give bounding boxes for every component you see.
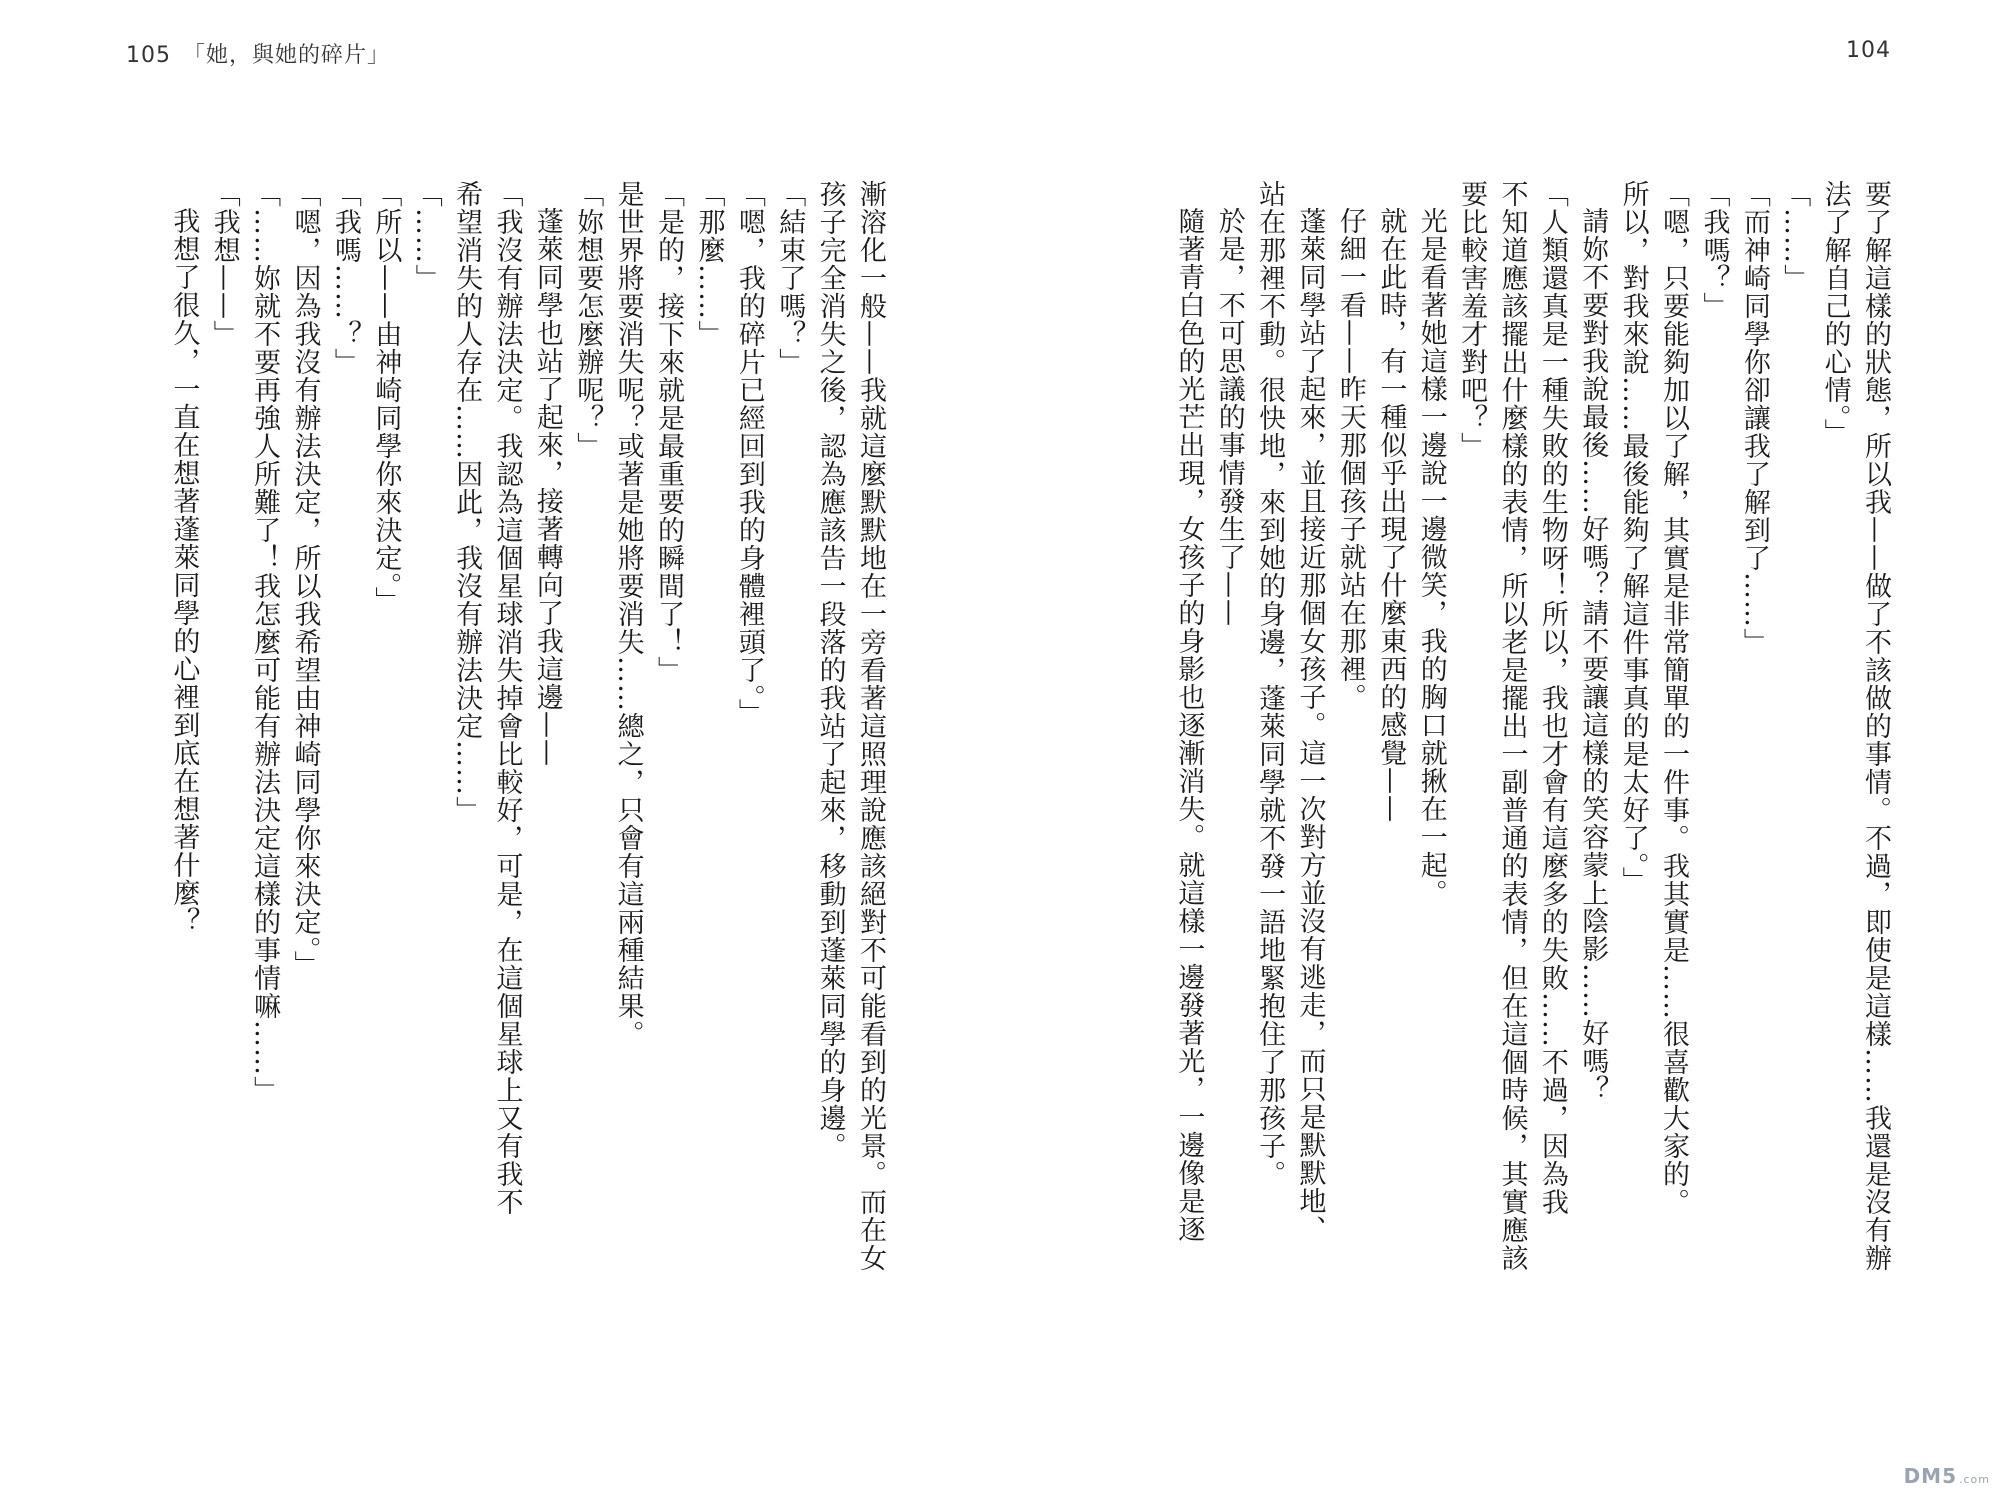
text-line: 不知道應該擺出什麼樣的表情，所以老是擺出一副普通的表情，但在這個時候，其實應該	[1496, 180, 1528, 1272]
text-line: 「結束了嗎？」	[774, 180, 806, 376]
text-line: 「那麼……」	[693, 180, 725, 348]
text-line: 站在那裡不動。很快地，來到她的身邊，蓬萊同學就不發一語地緊抱住了那孩子。	[1254, 180, 1286, 1188]
text-line: 「嗯，因為我沒有辦法決定，所以我希望由神崎同學你來決定。」	[289, 180, 321, 979]
text-line: 所以，對我來說……最後能夠了解這件事真的是太好了。」	[1617, 180, 1649, 895]
text-line: 「……」	[410, 180, 442, 292]
right-page-text	[1125, 180, 1895, 1380]
text-line: 我想了很久，一直在想著蓬萊同學的心裡到底在想著什麼？	[168, 207, 200, 935]
text-line: 「人類還真是一種失敗的生物呀！所以，我也才會有這麼多的失敗……不過，因為我	[1536, 180, 1568, 1216]
text-line: 蓬萊同學站了起來，並且接近那個女孩子。這一次對方並沒有逃走，而只是默默地、	[1294, 207, 1326, 1243]
text-line: 「我想——」	[208, 180, 240, 348]
left-page-number: 105	[126, 43, 171, 68]
text-line: 「我沒有辦法決定。我認為這個星球消失掉會比較好，可是，在這個星球上又有我不	[491, 180, 523, 1216]
text-line: 「而神崎同學你卻讓我了解到了……」	[1738, 180, 1770, 656]
text-line: 蓬萊同學也站了起來，接著轉向了我這邊——	[531, 207, 563, 767]
text-line: 「嗯，只要能夠加以了解，其實是非常簡單的一件事。我其實是……很喜歡大家的。	[1658, 180, 1690, 1216]
text-line: 「……妳就不要再強人所難了！我怎麼可能有辦法決定這樣的事情嘛……」	[249, 180, 281, 1104]
watermark-suffix: .com	[1959, 1473, 1990, 1486]
text-line: 「妳想要怎麼辦呢？」	[572, 180, 604, 460]
text-line: 「……」	[1779, 180, 1811, 292]
right-running-head	[1846, 38, 1891, 63]
text-line: 漸溶化一般——我就這麼默默地在一旁看著這照理說應該絕對不可能看到的光景。而在女	[855, 180, 886, 1272]
text-line: 孩子完全消失之後，認為應該告一段落的我站了起來，移動到蓬萊同學的身邊。	[814, 180, 846, 1160]
text-line: 「我嗎？」	[1698, 180, 1730, 320]
text-line: 要了解這樣的狀態，所以我——做了不該做的事情。不過，即使是這樣……我還是沒有辦	[1860, 180, 1891, 1272]
text-line: 要比較害羞才對吧？」	[1456, 180, 1488, 460]
left-page-text	[110, 180, 890, 1380]
text-line: 就在此時，有一種似乎出現了什麼東西的感覺——	[1375, 207, 1407, 823]
right-page-number: 104	[1846, 38, 1891, 63]
site-watermark	[1904, 1464, 1990, 1488]
chapter-title: 「她，與她的碎片」	[183, 43, 391, 68]
text-line: 法了解自己的心情。」	[1819, 180, 1851, 447]
watermark-text: DM5	[1903, 1464, 1957, 1488]
left-running-head	[126, 38, 390, 69]
text-line: 「所以——由神崎同學你來決定。」	[370, 180, 402, 615]
text-line: 於是，不可思議的事情發生了——	[1213, 207, 1245, 627]
text-line: 是世界將要消失呢？或著是她將要消失……總之，只會有這兩種結果。	[612, 180, 644, 1048]
text-line: 隨著青白色的光芒出現，女孩子的身影也逐漸消失。就這樣一邊發著光，一邊像是逐	[1173, 207, 1205, 1243]
text-line: 光是看著她這樣一邊說一邊微笑，我的胸口就揪在一起。	[1415, 207, 1447, 907]
text-line: 「是的，接下來就是最重要的瞬間了！」	[653, 180, 685, 684]
text-line: 希望消失的人存在……因此，我沒有辦法決定……」	[451, 180, 483, 824]
text-line: 請妳不要對我說最後……好嗎？請不要讓這樣的笑容蒙上陰影……好嗎？	[1577, 207, 1609, 1103]
text-line: 「嗯，我的碎片已經回到我的身體裡頭了。」	[733, 180, 765, 727]
text-line: 「我嗎……？」	[329, 180, 361, 376]
text-line: 仔細一看——昨天那個孩子就站在那裡。	[1334, 207, 1366, 711]
